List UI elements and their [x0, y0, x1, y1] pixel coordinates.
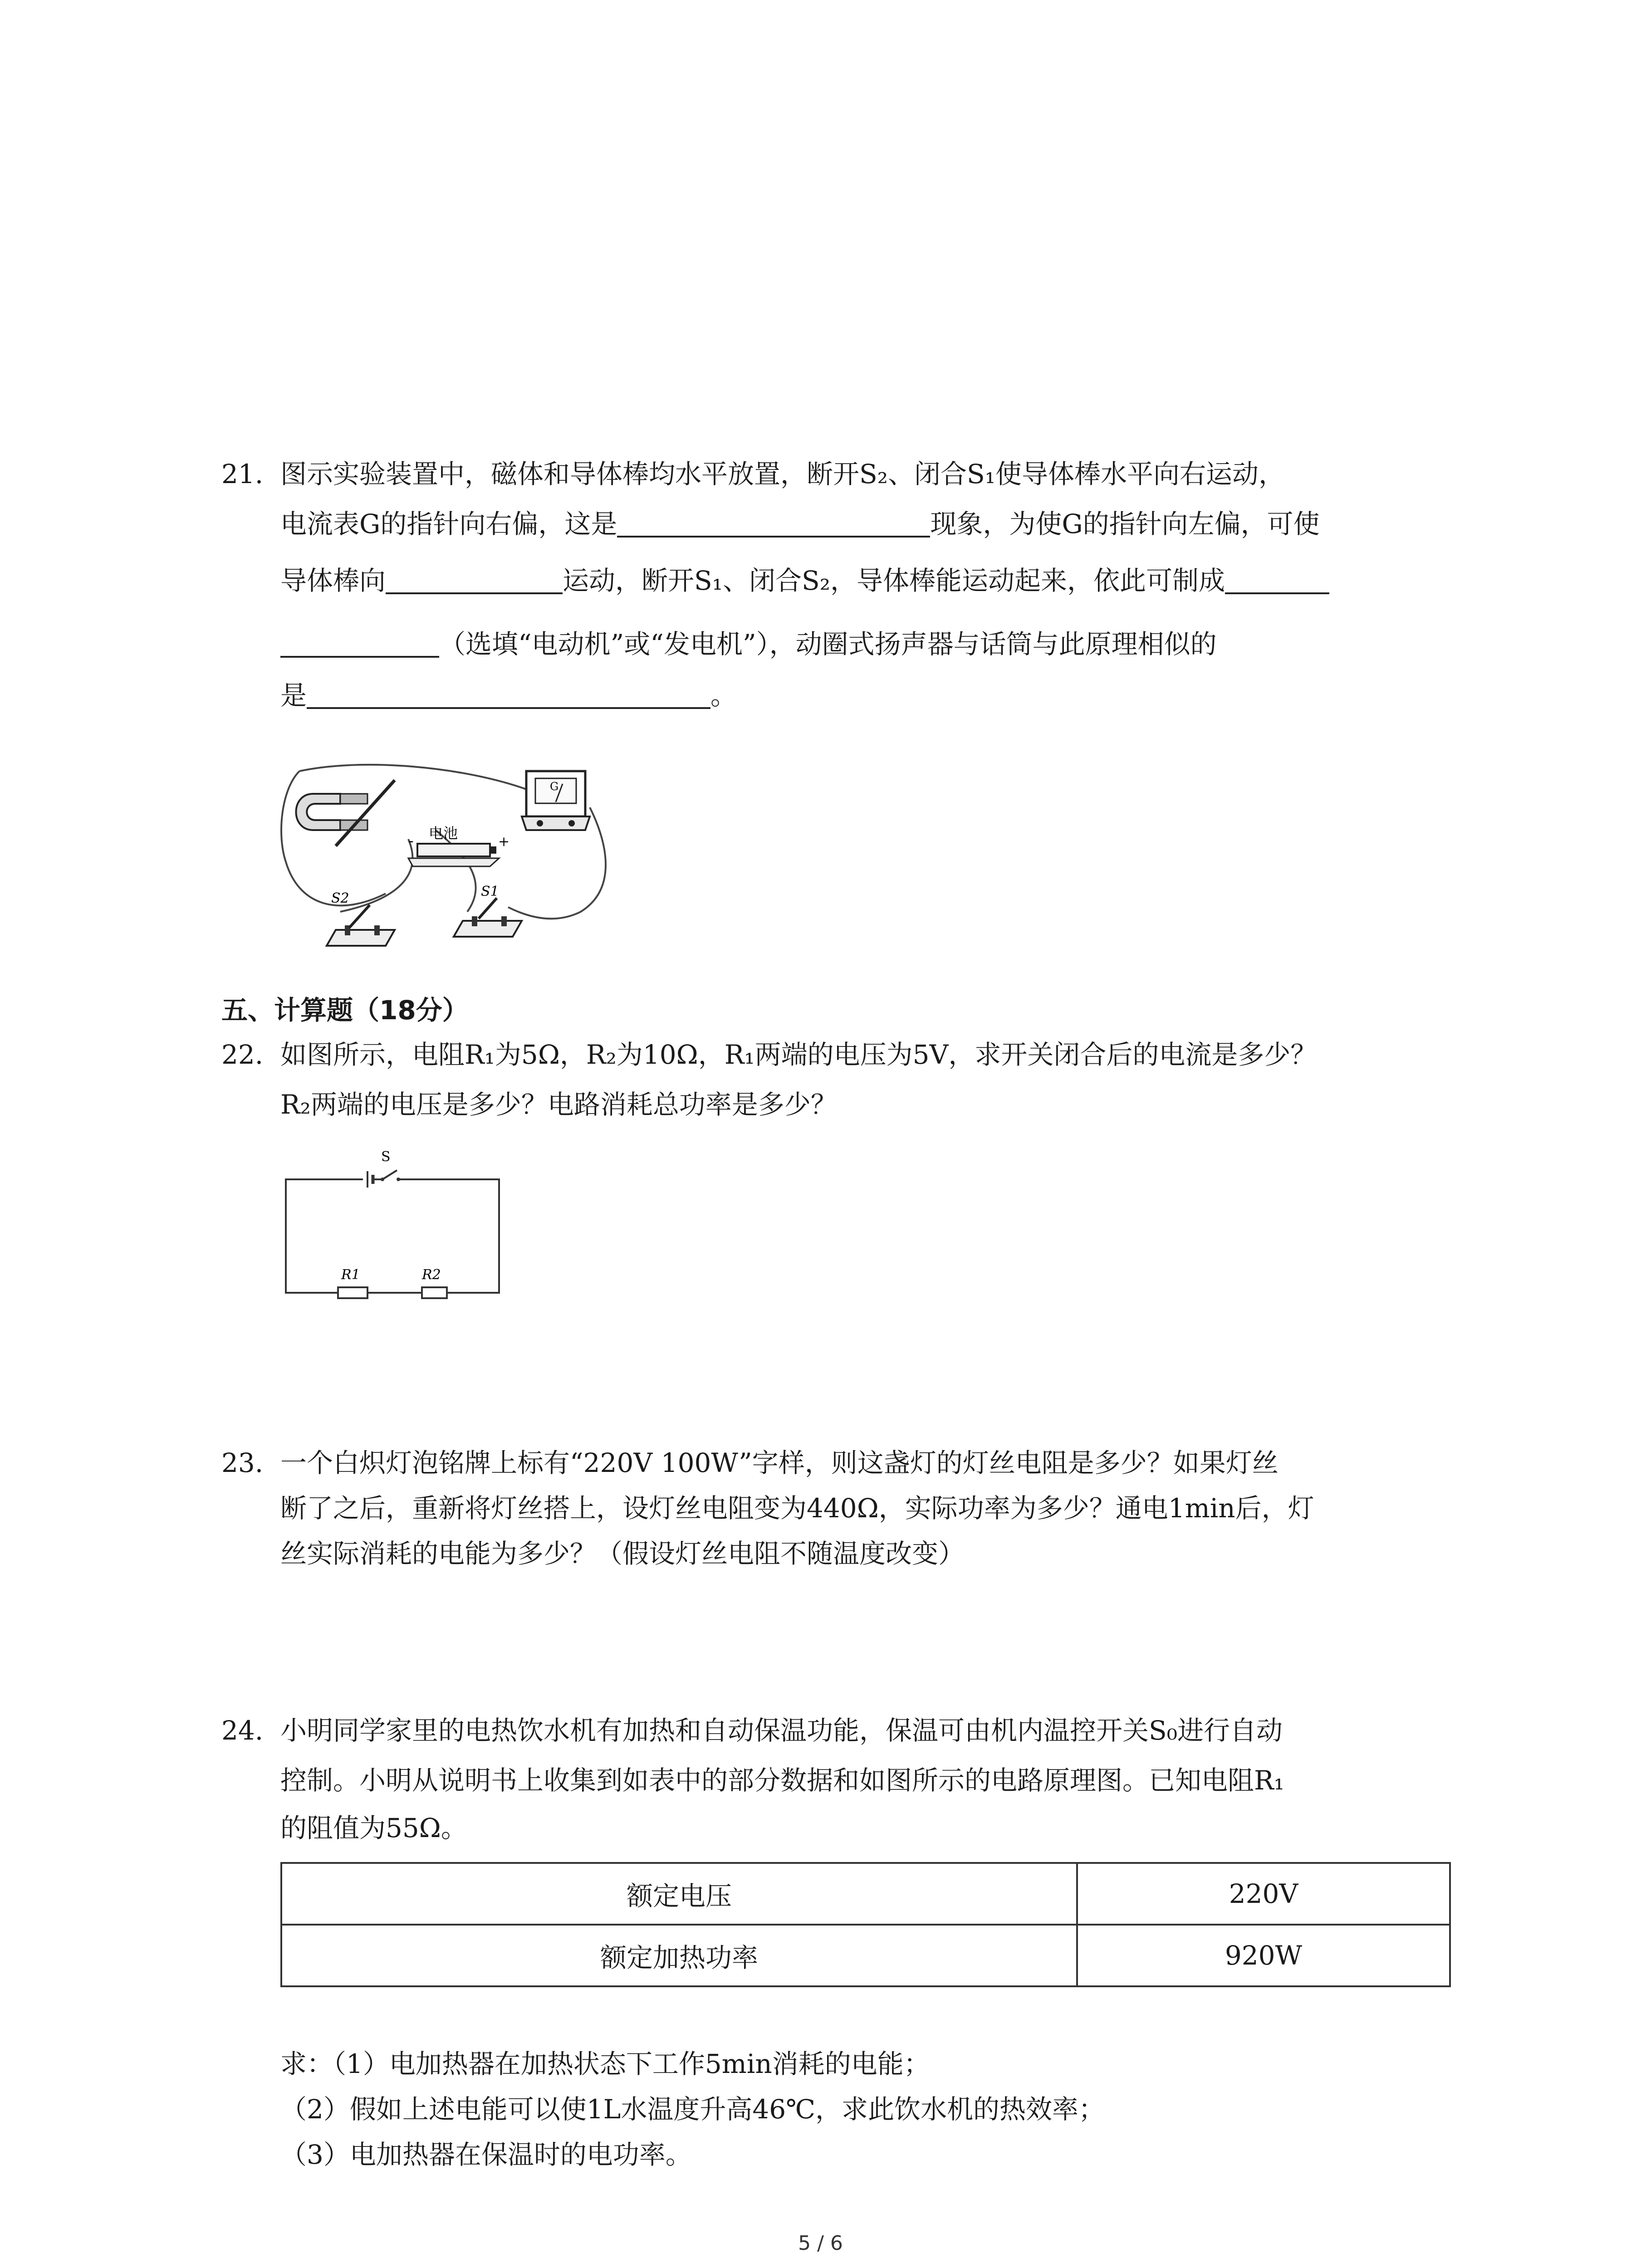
switch-s2-icon [327, 890, 395, 946]
switch-symbol [381, 1149, 400, 1181]
q24-ask-3: （3）电加热器在保温时的电功率。 [280, 2139, 692, 2170]
q21-blank-3b[interactable] [280, 631, 439, 658]
resistor-r2 [421, 1267, 447, 1298]
q23-line3: 丝实际消耗的电能为多少？（假设灯丝电阻不随温度改变） [280, 1538, 965, 1569]
q22-number: 22. [221, 1039, 264, 1070]
q22-circuit-diagram [272, 1143, 508, 1306]
table-cell-label: 额定加热功率 [281, 1925, 1077, 1986]
q21-blank-4[interactable] [307, 682, 710, 709]
switch-s1-icon [454, 884, 522, 937]
switch-s2-label: S2 [331, 890, 349, 906]
battery-minus: - [408, 832, 414, 850]
q21-line3 [280, 565, 1329, 596]
resistor-r1 [338, 1267, 367, 1298]
q24-number: 24. [221, 1715, 264, 1746]
battery-plus: + [498, 834, 510, 850]
spec-table [280, 1862, 1451, 1987]
q21-line3-text-a: 导体棒向 [280, 565, 386, 596]
q24-ask-2: （2）假如上述电能可以使1L水温度升高46℃，求此饮水机的热效率； [280, 2094, 1105, 2125]
q21-line2-text-a: 电流表G的指针向右偏，这是 [280, 508, 617, 539]
q21-blank-3a[interactable] [1225, 567, 1329, 594]
q24-line1: 小明同学家里的电热饮水机有加热和自动保温功能，保温可由机内温控开关S₀进行自动 [280, 1715, 1283, 1746]
q22-line1: 如图所示，电阻R₁为5Ω，R₂为10Ω，R₁两端的电压为5V，求开关闭合后的电流是多少？ [280, 1039, 1317, 1070]
q21-line2 [280, 508, 1320, 540]
section-title: 五、计算题（18分） [221, 995, 469, 1026]
q24-ask-1: 求：（1）电加热器在加热状态下工作5min消耗的电能； [280, 2048, 930, 2079]
galvanometer-label: G [550, 780, 559, 793]
switch-s1-label: S1 [481, 884, 499, 899]
q21-line5-text-b: 。 [710, 680, 737, 711]
table-row [281, 1863, 1450, 1925]
table-cell-value: 220V [1077, 1863, 1450, 1925]
battery-icon [408, 825, 509, 866]
table-cell-label: 额定电压 [281, 1863, 1077, 1925]
q21-line4 [280, 628, 1217, 660]
q24-line2: 控制。小明从说明书上收集到如表中的部分数据和如图所示的电路原理图。已知电阻R₁ [280, 1765, 1284, 1796]
resistor-r2-label: R2 [422, 1267, 441, 1283]
switch-label: S [381, 1149, 391, 1165]
resistor-r1-label: R1 [341, 1267, 360, 1283]
q24-line3: 的阻值为55Ω。 [280, 1813, 467, 1843]
q21-experiment-figure [272, 762, 617, 962]
q22-line2: R₂两端的电压是多少？电路消耗总功率是多少？ [280, 1089, 837, 1120]
q21-line4-text: （选填“电动机”或“发电机”），动圈式扬声器与话筒与此原理相似的 [439, 629, 1217, 660]
battery-label: 电池 [429, 825, 458, 842]
q21-blank-1[interactable] [617, 510, 930, 538]
q21-line5 [280, 679, 737, 711]
q23-line2: 断了之后，重新将灯丝搭上，设灯丝电阻变为440Ω，实际功率为多少？通电1min后，灯 [280, 1493, 1314, 1524]
table-cell-value: 920W [1077, 1925, 1450, 1986]
q21-line3-text-b: 运动，断开S₁、闭合S₂，导体棒能运动起来，依此可制成 [563, 565, 1225, 596]
q21-number: 21. [221, 459, 264, 489]
galvanometer-icon [522, 771, 590, 830]
q23-number: 23. [221, 1447, 264, 1478]
q21-line2-text-b: 现象，为使G的指针向左偏，可使 [930, 508, 1320, 539]
battery-symbol [367, 1171, 381, 1188]
table-row [281, 1925, 1450, 1986]
q21-line5-text-a: 是 [280, 680, 307, 711]
q23-line1: 一个白炽灯泡铭牌上标有“220V 100W”字样，则这盏灯的灯丝电阻是多少？如果灯丝 [280, 1447, 1279, 1478]
page-number: 5 / 6 [798, 2232, 843, 2255]
q21-line1: 图示实验装置中，磁体和导体棒均水平放置，断开S₂、闭合S₁使导体棒水平向右运动， [280, 459, 1285, 489]
conductor-rod [336, 780, 395, 846]
q21-blank-2[interactable] [386, 567, 563, 594]
